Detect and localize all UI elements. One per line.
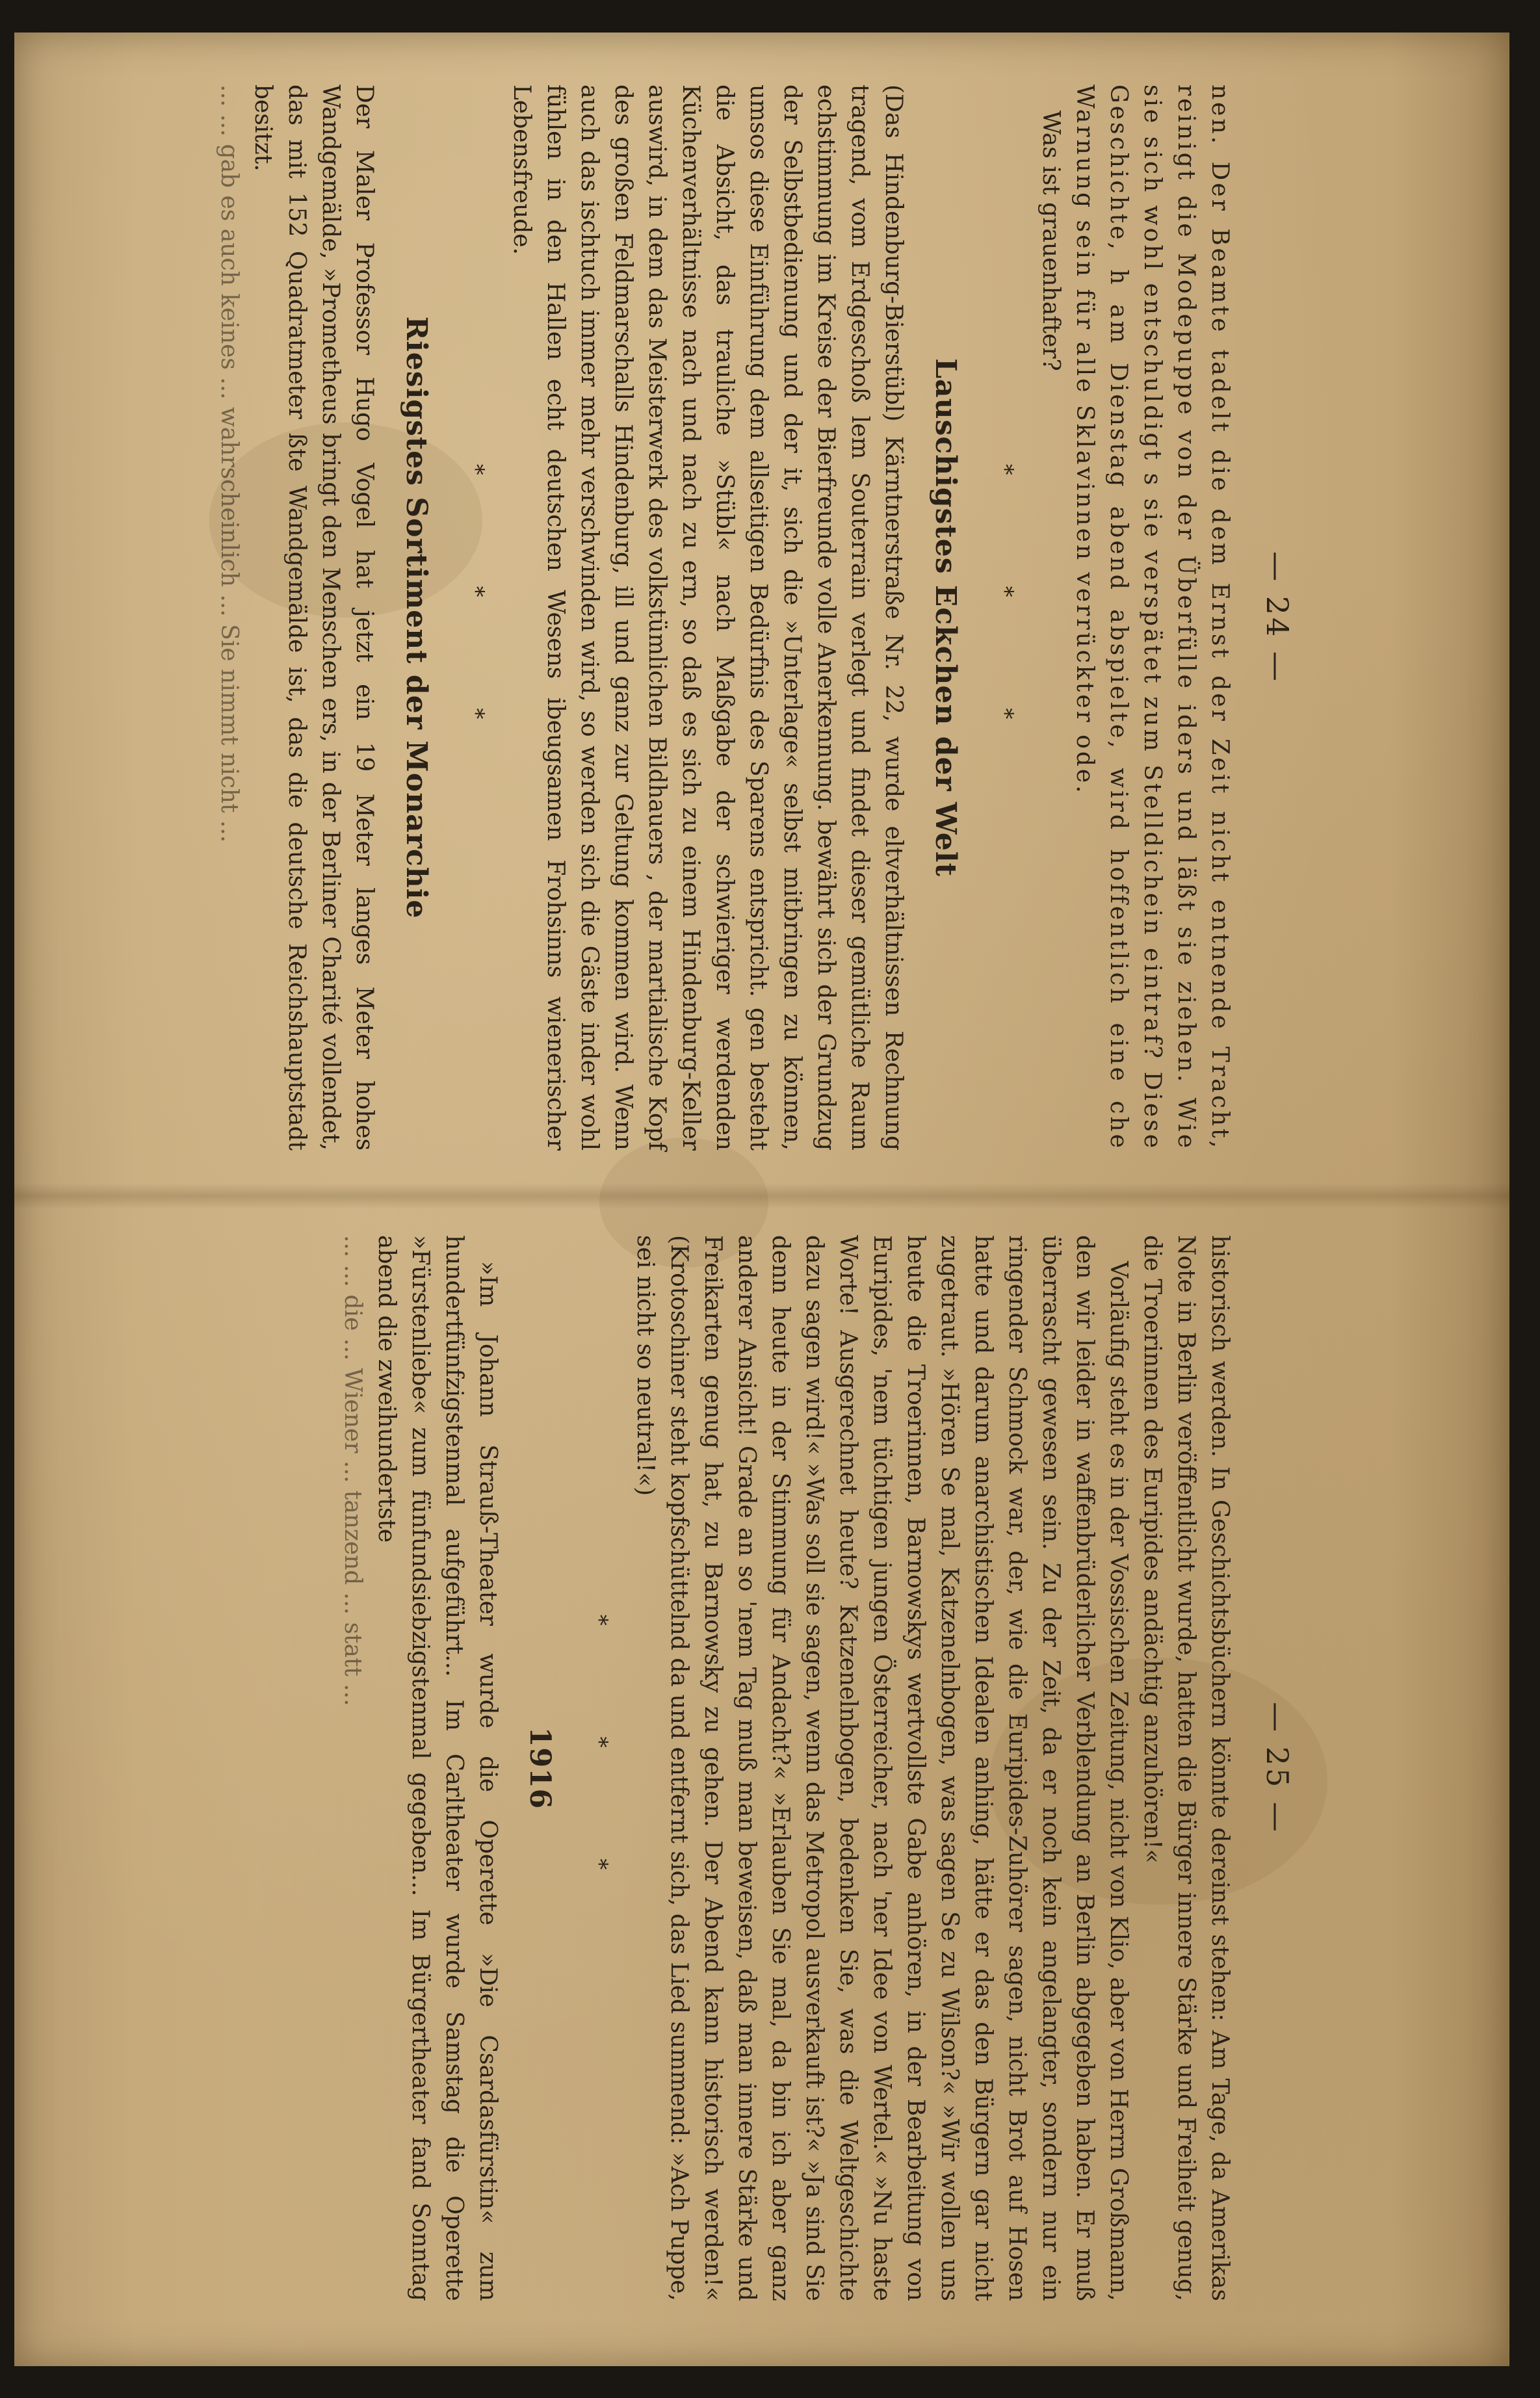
cut-line: ... ... gab es auch keines ... wahrscheinlich ... Sie nimmt nicht ... (216, 85, 242, 843)
page-number: — 24 — (1260, 551, 1295, 684)
page-24 (14, 85, 1509, 1151)
paragraph: »Im Johann Strauß-Theater wurde die Operette »Die Csardasfürstin« zum hundertfünfzigstenmal aufgeführt... Im Carltheater wurde Samstag die Operette »Fürstenliebe« zum fünfundsiebzigstenmal gegeben... Im Bürgertheater fand Sonntag abend die zweihundertste (373, 1235, 501, 2301)
section-separator: * * * (463, 463, 489, 772)
section-heading: Riesigstes Sortiment der Monarchie (400, 316, 433, 919)
section-heading: Lauschigstes Eckchen der Welt (929, 358, 962, 877)
paragraph: (Das Hindenburg-Bierstübl) Kärntnerstraße Nr. 22, wurde eltverhältnissen Rechnung tragend, vom Erdgeschoß lem Souterrain verlegt und findet dieser gemütliche Raum echstimmung im Kreise der Bierfreunde volle Anerkennung. bewährt sich der Grundzug der Selbstbedienung und der it, sich die »Unterlage« selbst mitbringen zu können, umsos diese Einführung dem allseitigen Bedürfnis des Sparens entspricht. gen besteht die Absicht, das trauliche »Stübl« nach Maßgabe der schwieriger werdenden Küchenverhältnisse nach und nach zu ern, so daß es sich zu einem Hindenburg-Keller auswird, in dem das Meisterwerk des volkstümlichen Bildhauers , der martialische Kopf des großen Feldmarschalls Hindenburg, ill und ganz zur Geltung kommen wird. Wenn auch das ischtuch immer mehr verschwinden wird, so werden sich die Gäste inder wohl fühlen in den Hallen echt deutschen Wesens ibeugsamen Frohsinns wienerischer Lebensfreude. (508, 85, 907, 1151)
paper-sheet (14, 33, 1509, 2366)
page-25 (14, 1235, 1509, 2301)
rotated-text-plane (14, 33, 1509, 2366)
section-separator: * * * (586, 1614, 612, 1922)
cut-line: ... ... die ... Wiener ... tanzend ... statt ... (339, 1235, 366, 1706)
paragraph: nen. Der Beamte tadelt die dem Ernst der Zeit nicht entnende Tracht, reinigt die Modepuppe von der Überfülle iders und läßt sie ziehen. Wie sie sich wohl entschuldigt s sie verspätet zum Stelldichein eintraf? Diese Geschichte, h am Dienstag abend abspielte, wird hoffentlich eine che Warnung sein für alle Sklavinnen verrückter ode. (1071, 85, 1233, 1151)
text-column (335, 1235, 1236, 2301)
paragraph: Der Maler Professor Hugo Vogel hat jetzt ein 19 Meter langes Meter hohes Wandgemälde, »Prometheus bringt den Menschen ers, in der Berliner Charité vollendet, das mit 152 Quadratmeter ßte Wandgemälde ist, das die deutsche Reichshauptstadt besitzt. (250, 85, 378, 1151)
paragraph: Was ist grauenhafter? (1038, 111, 1064, 371)
paragraph: historisch werden. In Geschichtsbüchern könnte dereinst stehen: Am Tage, da Amerikas Note in Berlin veröffentlicht wurde, hatten die Bürger innere Stärke und Freiheit genug, die Troerinnen des Euripides andächtig anzuhören!« (1139, 1235, 1233, 2301)
text-column (212, 85, 1236, 1151)
section-heading: 1916 (523, 1727, 556, 1810)
section-separator: * * * (992, 463, 1018, 772)
paragraph: Vorläufig steht es in der Vossischen Zeitung, nicht von Klio, aber von Herrn Großmann, den wir leider in waffenbrüderlicher Verblendung an Berlin abgegeben haben. Er muß überrascht gewesen sein. Zu der Zeit, da er noch kein angelangter, sondern nur ein ringender Schmock war, der, wie die Euripides-Zuhörer sagen, nicht Brot auf Hosen hatte und darum anarchistischen Idealen anhing, hätte er das den Bürgern gar nicht zugetraut. »Hören Se mal, Katzenelnbogen, was sagen Se zu Wilson?« »Wir wollen uns heute die Troerinnen, Barnowskys wertvollste Gabe anhören, in der Bearbeitung von Euripides, 'nem tüchtigen jungen Österreicher, nach 'ner Idee von Wertel.« »Nu haste Worte! Ausgerechnet heute? Katzenelnbogen, bedenken Sie, was die Weltgeschichte dazu sagen wird!« »Was soll sie sagen, wenn das Metropol ausverkauft ist?« »Ja sind Sie denn heute in der Stimmung für Andacht?« »Erlauben Sie mal, da bin ich aber ganz anderer Ansicht! Grade an so 'nem Tag muß man beweisen, daß man innere Stärke und Freikarten genug hat, zu Barnowsky zu gehen. Der Abend kann historisch werden!« (Krotoschiner steht kopfschüttelnd da und entfernt sich, das Lied summend: »Ach Puppe, sei nicht so neutral!«) (632, 1235, 1132, 2301)
page-number: — 25 — (1260, 1702, 1295, 1834)
